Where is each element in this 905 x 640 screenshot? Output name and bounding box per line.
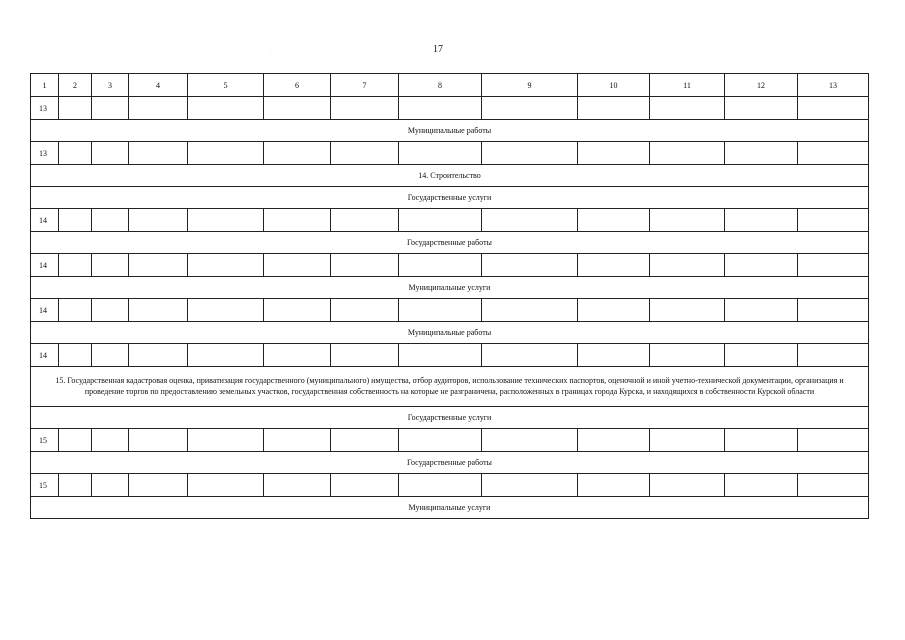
empty-cell [798, 474, 869, 497]
section-heading-text: Муниципальные услуги [31, 497, 869, 519]
empty-cell [798, 299, 869, 322]
table-row [31, 209, 869, 232]
empty-cell [92, 209, 129, 232]
empty-cell [59, 254, 92, 277]
section-heading-text: Государственные работы [31, 452, 869, 474]
row-number-cell: 14 [31, 209, 59, 232]
section-heading-row [31, 322, 869, 344]
empty-cell [578, 344, 650, 367]
empty-cell [264, 474, 331, 497]
empty-cell [578, 142, 650, 165]
section-heading-text: Муниципальные работы [31, 322, 869, 344]
empty-cell [798, 209, 869, 232]
empty-cell [264, 429, 331, 452]
empty-cell [129, 299, 188, 322]
empty-cell [59, 142, 92, 165]
row-number-cell: 13 [31, 142, 59, 165]
column-number-cell: 10 [578, 74, 650, 97]
column-number-cell: 11 [650, 74, 725, 97]
empty-cell [482, 209, 578, 232]
scan-artifact-mark: . . [270, 47, 293, 53]
empty-cell [129, 344, 188, 367]
row-number-cell: 15 [31, 474, 59, 497]
empty-cell [578, 254, 650, 277]
row-number-cell: 14 [31, 344, 59, 367]
empty-cell [92, 254, 129, 277]
empty-cell [578, 97, 650, 120]
section-heading-row [31, 277, 869, 299]
empty-cell [264, 97, 331, 120]
empty-cell [798, 344, 869, 367]
empty-cell [725, 254, 798, 277]
empty-cell [482, 429, 578, 452]
column-number-cell: 4 [129, 74, 188, 97]
empty-cell [92, 142, 129, 165]
row-number-cell: 13 [31, 97, 59, 120]
empty-cell [482, 474, 578, 497]
empty-cell [650, 429, 725, 452]
empty-cell [399, 429, 482, 452]
empty-cell [264, 344, 331, 367]
empty-cell [188, 429, 264, 452]
empty-cell [331, 299, 399, 322]
empty-cell [650, 209, 725, 232]
section-heading-text: Муниципальные работы [31, 120, 869, 142]
section-heading-text: Муниципальные услуги [31, 277, 869, 299]
empty-cell [188, 97, 264, 120]
column-number-cell: 12 [725, 74, 798, 97]
empty-cell [650, 97, 725, 120]
empty-cell [399, 254, 482, 277]
empty-cell [482, 254, 578, 277]
empty-cell [399, 209, 482, 232]
empty-cell [188, 142, 264, 165]
table-row [31, 299, 869, 322]
table-row [31, 142, 869, 165]
table-row [31, 97, 869, 120]
empty-cell [725, 142, 798, 165]
empty-cell [331, 97, 399, 120]
table-row [31, 254, 869, 277]
section-heading-text: Государственные услуги [31, 407, 869, 429]
empty-cell [331, 254, 399, 277]
column-number-cell: 7 [331, 74, 399, 97]
row-number-cell: 15 [31, 429, 59, 452]
empty-cell [264, 209, 331, 232]
page-number: 17 [433, 44, 443, 55]
section-heading-row [31, 497, 869, 519]
empty-cell [59, 474, 92, 497]
table-row [31, 344, 869, 367]
empty-cell [798, 142, 869, 165]
empty-cell [482, 344, 578, 367]
section-heading-row [31, 165, 869, 187]
empty-cell [129, 142, 188, 165]
section-title-row [31, 367, 869, 407]
empty-cell [129, 429, 188, 452]
empty-cell [482, 299, 578, 322]
empty-cell [399, 474, 482, 497]
empty-cell [798, 254, 869, 277]
empty-cell [331, 209, 399, 232]
column-number-cell: 8 [399, 74, 482, 97]
column-number-header-row [31, 74, 869, 97]
empty-cell [798, 429, 869, 452]
empty-cell [92, 429, 129, 452]
empty-cell [59, 97, 92, 120]
table-row [31, 474, 869, 497]
empty-cell [188, 474, 264, 497]
column-number-cell: 1 [31, 74, 59, 97]
empty-cell [399, 142, 482, 165]
empty-cell [725, 344, 798, 367]
empty-cell [59, 429, 92, 452]
empty-cell [129, 209, 188, 232]
empty-cell [725, 97, 798, 120]
empty-cell [725, 474, 798, 497]
empty-cell [264, 254, 331, 277]
empty-cell [59, 299, 92, 322]
empty-cell [92, 299, 129, 322]
empty-cell [92, 344, 129, 367]
section-heading-row [31, 187, 869, 209]
table-row [31, 429, 869, 452]
empty-cell [188, 209, 264, 232]
empty-cell [578, 474, 650, 497]
empty-cell [129, 254, 188, 277]
section-heading-text: 14. Строительство [31, 165, 869, 187]
section-heading-row [31, 232, 869, 254]
empty-cell [188, 254, 264, 277]
row-number-cell: 14 [31, 254, 59, 277]
section-heading-text: 15. Государственная кадастровая оценка, приватизация государственного (муниципального) имущества, отбор аудиторов, использование технических паспортов, оценочной и иной учетно-технической документации, организация и проведение торгов по предоставлению земельных участков, государственная собственность на которые не разграничена, расположенных в границах города Курска, и находящихся в собственности Курской области [31, 367, 869, 407]
empty-cell [650, 142, 725, 165]
column-number-cell: 9 [482, 74, 578, 97]
empty-cell [331, 474, 399, 497]
empty-cell [650, 299, 725, 322]
empty-cell [264, 142, 331, 165]
column-number-cell: 13 [798, 74, 869, 97]
empty-cell [798, 97, 869, 120]
empty-cell [399, 299, 482, 322]
report-form-table [30, 73, 869, 519]
empty-cell [331, 344, 399, 367]
row-number-cell: 14 [31, 299, 59, 322]
empty-cell [188, 344, 264, 367]
empty-cell [188, 299, 264, 322]
empty-cell [92, 97, 129, 120]
section-heading-text: Государственные услуги [31, 187, 869, 209]
empty-cell [331, 142, 399, 165]
empty-cell [725, 209, 798, 232]
section-heading-row [31, 120, 869, 142]
empty-cell [578, 299, 650, 322]
empty-cell [482, 97, 578, 120]
empty-cell [650, 474, 725, 497]
empty-cell [129, 474, 188, 497]
empty-cell [725, 429, 798, 452]
empty-cell [399, 344, 482, 367]
section-heading-row [31, 452, 869, 474]
empty-cell [59, 209, 92, 232]
empty-cell [482, 142, 578, 165]
column-number-cell: 2 [59, 74, 92, 97]
column-number-cell: 5 [188, 74, 264, 97]
empty-cell [725, 299, 798, 322]
empty-cell [331, 429, 399, 452]
empty-cell [129, 97, 188, 120]
empty-cell [92, 474, 129, 497]
empty-cell [578, 429, 650, 452]
empty-cell [650, 344, 725, 367]
column-number-cell: 6 [264, 74, 331, 97]
empty-cell [264, 299, 331, 322]
empty-cell [578, 209, 650, 232]
section-heading-row [31, 407, 869, 429]
empty-cell [650, 254, 725, 277]
section-heading-text: Государственные работы [31, 232, 869, 254]
empty-cell [59, 344, 92, 367]
column-number-cell: 3 [92, 74, 129, 97]
empty-cell [399, 97, 482, 120]
